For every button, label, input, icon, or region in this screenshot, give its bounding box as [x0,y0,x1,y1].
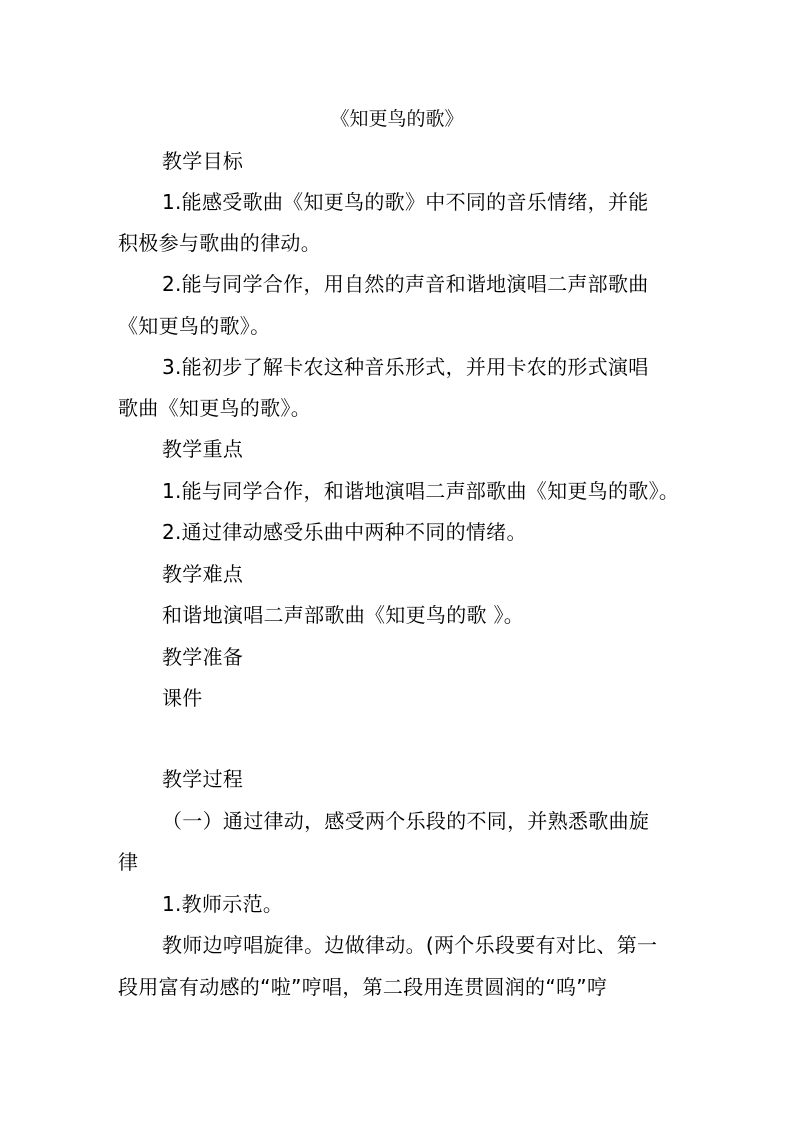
preparation-item: 课件 [162,686,203,710]
process-section-1-line-2: 律 [118,850,139,874]
process-step-1-detail-line-1: 教师边哼唱旋律。边做律动。(两个乐段要有对比、第一 [162,933,658,957]
objective-1-line-1: 1.能感受歌曲《知更鸟的歌》中不同的音乐情绪，并能 [162,190,649,214]
key-point-1: 1.能与同学合作，和谐地演唱二声部歌曲《知更鸟的歌》。 [162,479,680,503]
objective-3-line-1: 3.能初步了解卡农这种音乐形式，并用卡农的形式演唱 [162,355,649,379]
objective-1-line-2: 积极参与歌曲的律动。 [118,231,321,255]
process-step-1-detail-line-2: 段用富有动感的“啦”哼唱，第二段用连贯圆润的“呜”哼 [118,975,608,999]
key-point-2: 2.通过律动感受乐曲中两种不同的情绪。 [162,520,527,544]
objective-3-line-2: 歌曲《知更鸟的歌》。 [118,396,311,420]
heading-objectives: 教学目标 [162,149,244,173]
document-title: 《知更鸟的歌》 [330,108,464,130]
heading-key-points: 教学重点 [162,437,244,461]
objective-2-line-2: 《知更鸟的歌》。 [118,314,271,338]
heading-preparation: 教学准备 [162,645,244,669]
heading-difficulties: 教学难点 [162,562,244,586]
process-section-1-line-1: （一）通过律动，感受两个乐段的不同，并熟悉歌曲旋 [162,809,650,833]
process-step-1: 1.教师示范。 [162,892,284,916]
heading-process: 教学过程 [162,767,244,791]
difficulty-1: 和谐地演唱二声部歌曲《知更鸟的歌 》。 [162,603,525,627]
objective-2-line-1: 2.能与同学合作，用自然的声音和谐地演唱二声部歌曲 [162,272,649,296]
